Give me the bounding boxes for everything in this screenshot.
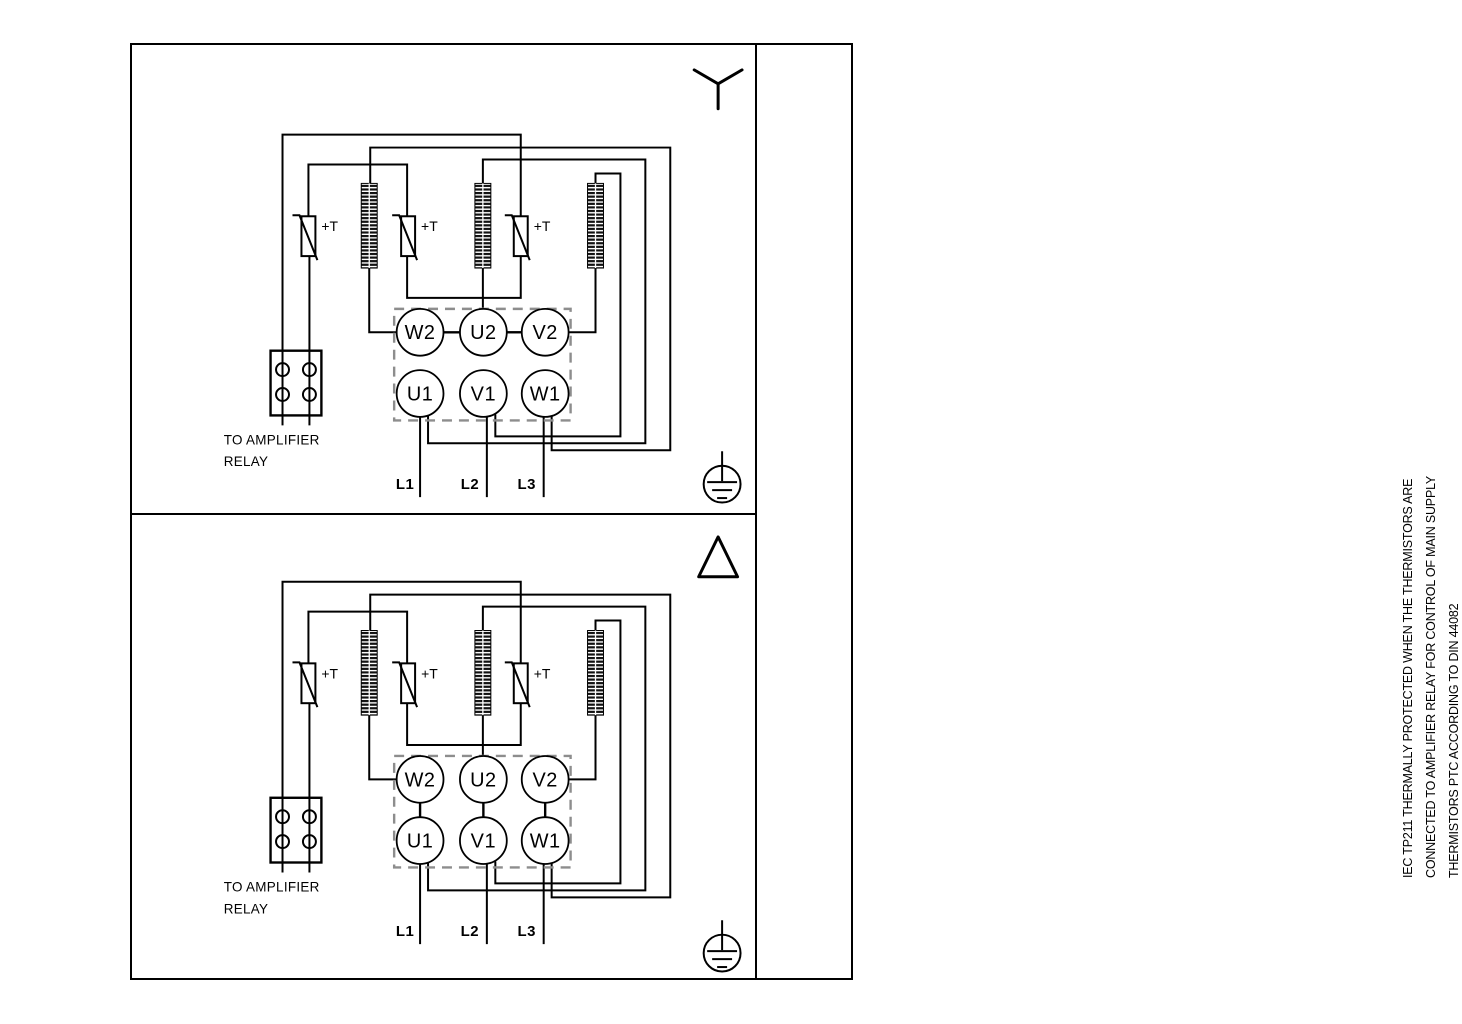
wire-t1-top-to-t2-top xyxy=(308,164,407,216)
terminal-labels xyxy=(405,322,561,405)
wire-t2-bottom-to-t3-bottom xyxy=(407,703,521,745)
amplifier-relay-connector xyxy=(271,798,322,863)
terminal-label-u2: U2 xyxy=(470,322,497,345)
earth-ground-icon xyxy=(704,920,741,971)
supply-label-l2: L2 xyxy=(460,923,480,941)
panel-delta xyxy=(132,515,755,978)
motor-windings xyxy=(361,183,603,268)
supply-label-l2: L2 xyxy=(460,476,480,494)
supply-label-l3: L3 xyxy=(517,476,536,494)
diagram-frame xyxy=(130,43,1461,980)
winding-coil-icon xyxy=(361,631,377,716)
wire-t2-bottom-to-t3-bottom xyxy=(407,256,521,298)
supply-label-l3: L3 xyxy=(517,923,536,941)
relay-note-line1: TO AMPLIFIER xyxy=(223,432,320,448)
circuit-star xyxy=(224,135,671,497)
relay-note-line1: TO AMPLIFIER xyxy=(223,879,320,895)
earth-ground-icon xyxy=(704,451,741,502)
panel-divider xyxy=(132,513,757,515)
winding-coil-icon xyxy=(588,631,604,716)
winding-coil-icon xyxy=(475,631,491,716)
wire-coil1-to-w2 xyxy=(369,268,396,332)
terminal-label-u1: U1 xyxy=(406,383,434,406)
terminal-label-u2: U2 xyxy=(470,769,497,792)
wire-coil1-to-w2 xyxy=(369,715,396,779)
terminal-label-w2: W2 xyxy=(404,322,436,345)
wire-coil3-to-v2 xyxy=(569,268,596,332)
thermistor-label: +T xyxy=(421,665,438,682)
delta-icon xyxy=(699,537,738,577)
terminal-label-w2: W2 xyxy=(404,769,436,792)
wire-coil3-to-v2 xyxy=(569,715,596,779)
thermistor-label: +T xyxy=(321,665,339,682)
amplifier-relay-connector xyxy=(271,351,322,416)
winding-coil-icon xyxy=(361,183,377,268)
sidebar-note-line3: THERMISTORS PTC ACCORDING TO DIN 44082 xyxy=(1447,603,1461,878)
panel-star xyxy=(132,45,755,513)
thermistor-icon xyxy=(292,215,317,260)
sidebar-note-line2: CONNECTED TO AMPLIFIER RELAY FOR CONTROL OF MAIN SUPPLY xyxy=(1424,475,1438,878)
wire-t1-top-to-t2-top xyxy=(308,612,407,664)
thermistor-icon xyxy=(292,662,317,707)
thermistor-icon xyxy=(505,662,530,707)
supply-labels xyxy=(396,476,536,493)
supply-labels xyxy=(396,923,536,940)
winding-coil-icon xyxy=(588,183,604,268)
thermistor-icon xyxy=(392,215,417,260)
supply-label-l1: L1 xyxy=(395,923,415,941)
relay-note-line2: RELAY xyxy=(223,901,269,917)
sidebar-note-line1: IEC TP211 THERMALLY PROTECTED WHEN THE THERMISTORS ARE xyxy=(1401,478,1415,878)
thermistor-label: +T xyxy=(533,218,551,235)
terminal-label-v2: V2 xyxy=(532,769,558,792)
thermistor-label: +T xyxy=(421,218,438,235)
thermistor-icon xyxy=(505,215,530,260)
delta-bridge-links xyxy=(420,803,545,817)
star-icon xyxy=(694,70,742,109)
thermistor-label: +T xyxy=(321,218,339,235)
terminal-label-w1: W1 xyxy=(529,383,561,406)
terminal-label-u1: U1 xyxy=(406,830,434,853)
terminal-label-v1: V1 xyxy=(470,383,497,406)
motor-windings xyxy=(361,631,603,716)
terminal-label-w1: W1 xyxy=(529,830,561,853)
thermistor-icon xyxy=(392,662,417,707)
winding-coil-icon xyxy=(475,183,491,268)
circuit-delta xyxy=(224,582,671,944)
supply-label-l1: L1 xyxy=(395,476,415,494)
notes-sidebar xyxy=(757,45,1461,978)
thermistor-label: +T xyxy=(533,665,551,682)
relay-note-line2: RELAY xyxy=(223,454,269,470)
terminal-label-v2: V2 xyxy=(532,322,558,345)
terminal-label-v1: V1 xyxy=(470,830,497,853)
